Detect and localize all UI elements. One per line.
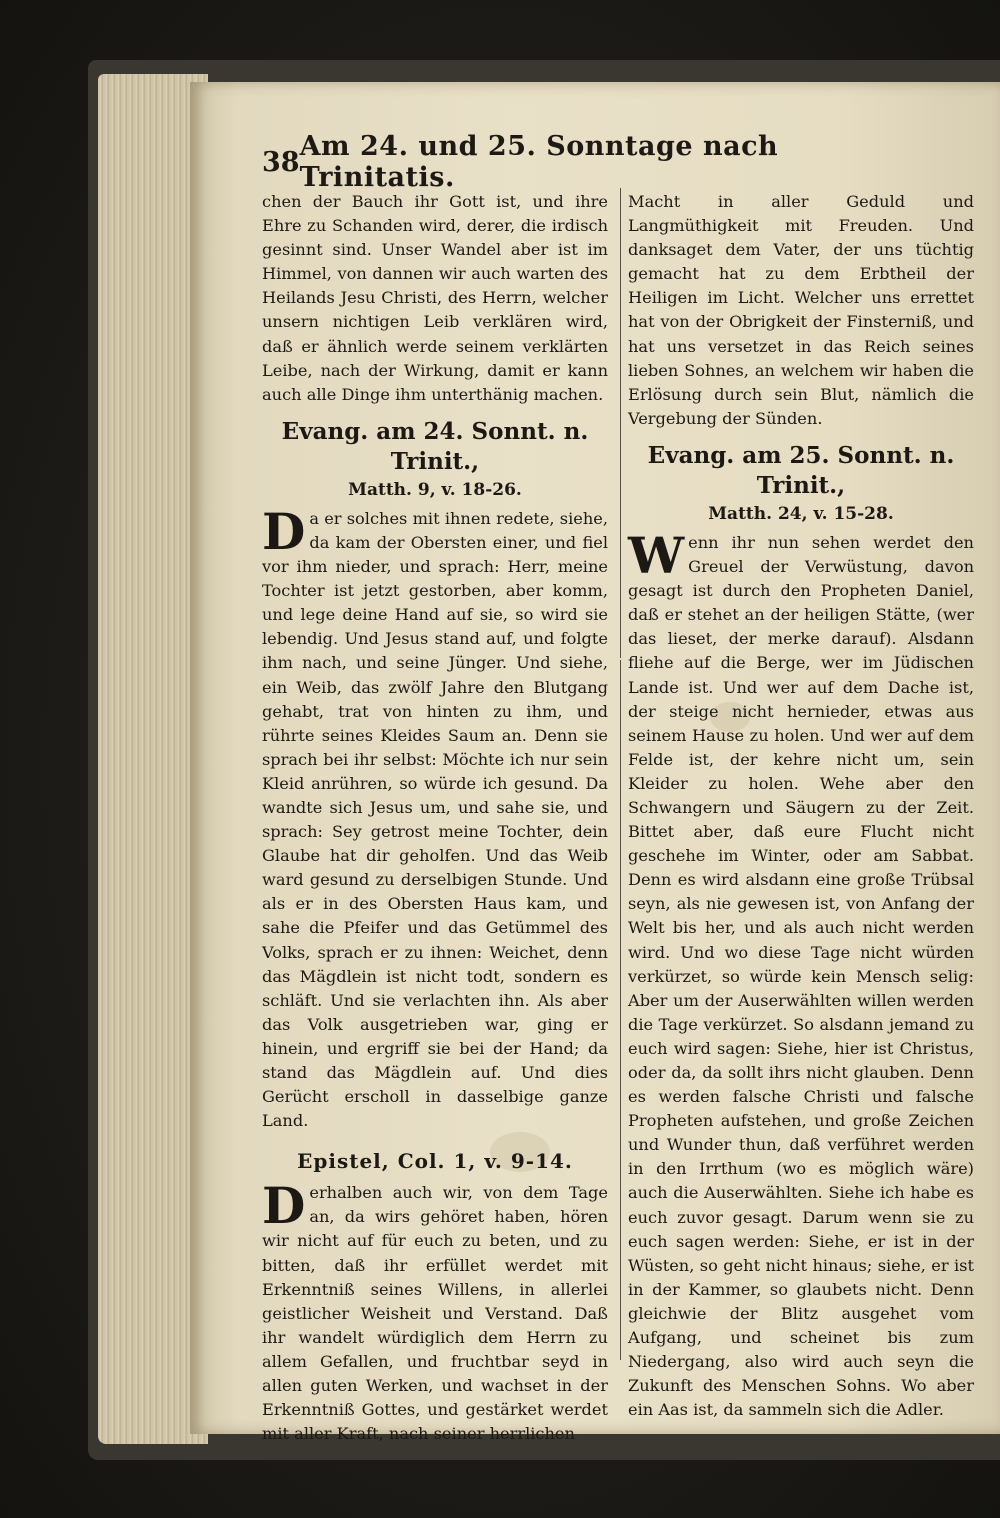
gospel-reference-25: Matth. 24, v. 15-28. bbox=[708, 503, 894, 524]
left-opening-text: chen der Bauch ihr Gott ist, und ihre Ehre zu Schanden wird, derer, die irdisch gesinnt sind. Unser Wandel aber ist im Himmel, von dannen wir auch warten des Heilands Jesu Christi, des Herrn, welcher unsern nichtigen Leib verklären wird, daß er ähnlich werde seinem verklärten Leibe, nach der Wirkung, damit er kann auch alle Dinge ihm unterthänig machen. bbox=[262, 192, 608, 404]
drop-cap: D bbox=[262, 1176, 306, 1236]
running-head bbox=[262, 131, 862, 193]
drop-cap: D bbox=[262, 501, 306, 561]
gospel-text-25 bbox=[628, 525, 974, 1422]
gospel-heading-24: Evang. am 24. Sonnt. n. Trinit., bbox=[281, 417, 589, 475]
column-divider bbox=[620, 660, 621, 1360]
column-divider bbox=[620, 188, 621, 658]
epistle-body: erhalben auch wir, von dem Tage an, da wirs gehöret haben, hören wir nicht auf für euch zu beten, und zu bitten, daß ihr erfüllet werdet mit Erkenntniß seines Willens, in allerlei geistlicher Weisheit und Verstand. Daß ihr wandelt würdiglich dem Herrn zu allem Gefallen, und fruchtbar seyd in allen guten Werken, und wachset in der Erkenntniß Gottes, und gestärket werdet mit aller Kraft, nach seiner herrlichen bbox=[262, 1183, 608, 1444]
right-opening-text: Macht in aller Geduld und Langmüthigkeit mit Freuden. Und danksaget dem Vater, der uns tüchtig gemacht hat zu dem Erbtheil der Heiligen im Licht. Welcher uns errettet hat von der Obrigkeit der Finsterniß, und hat uns versetzet in das Reich seines lieben Sohnes, an welchem wir haben die Erlösung durch sein Blut, nämlich die Vergebung der Sünden. bbox=[628, 192, 974, 428]
right-column bbox=[628, 190, 974, 1422]
left-column bbox=[262, 190, 608, 1446]
gospel-body-24: a er solches mit ihnen redete, siehe, da kam der Obersten einer, und fiel vor ihm nieder, und sprach: Herr, meine Tochter ist jetzt gestorben, aber komm, und lege deine Hand auf sie, so wird sie lebendig. Und Jesus stand auf, und folgte ihm nach, und seine Jünger. Und siehe, ein Weib, das zwölf Jahre den Blutgang gehabt, trat von hinten zu ihm, und rührte seines Kleides Saum an. Denn sie sprach bei ihr selbst: Möchte ich nur sein Kleid anrühren, so würde ich gesund. Da wandte sich Jesus um, und sahe sie, und sprach: Sey getrost meine Tochter, dein Glaube hat dir geholfen. Und das Weib ward gesund zu derselbigen Stunde. Und als er in des Obersten Haus kam, und sahe die Pfeifer und das Getümmel des Volks, sprach er zu ihnen: Weichet, denn das Mägdlein ist nicht todt, sondern es schläft. Und sie verlachten ihn. Als aber das Volk ausgetrieben war, ging er hinein, und ergriff sie bei der Hand; da stand das Mägdlein auf. Und dies Gerücht erscholl in dasselbige ganze Land. bbox=[262, 508, 608, 1131]
gospel-reference-24: Matth. 9, v. 18-26. bbox=[348, 479, 522, 500]
gospel-body-25: enn ihr nun sehen werdet den Greuel der Verwüstung, davon gesagt ist durch den Propheten Daniel, daß er stehet an der heiligen Stätte, (wer das lieset, der merke darauf). Alsdann fliehe auf die Berge, wer im Jüdischen Lande ist. Und wer auf dem Dache ist, der steige nicht hernieder, etwas aus seinem Hause zu holen. Und wer auf dem Felde ist, der kehre nicht um, sein Kleider zu holen. Wehe aber den Schwangern und Säugern zu der Zeit. Bittet aber, daß eure Flucht nicht geschehe im Winter, oder am Sabbat. Denn es wird alsdann eine große Trübsal seyn, als nie gewesen ist, von Anfang der Welt bis her, und als auch nicht werden wird. Und wo diese Tage nicht würden verkürzet, so würde kein Mensch selig: Aber um der Auserwählten willen werden die Tage verkürzet. So alsdann jemand zu euch wird sagen: Siehe, hier ist Christus, oder da, da sollt ihrs nicht glauben. Denn es werden falsche Christi und falsche Propheten aufstehen, und große Zeichen und Wunder thun, daß verführet werden in den Irrthum (wo es möglich wäre) auch die Auserwählten. Siehe ich habe es euch zuvor gesagt. Darum wenn sie zu euch sagen werden: Siehe, er ist in der Wüsten, so geht nicht hinaus; siehe, er ist in der Kammer, so glaubets nicht. Denn gleichwie der Blitz ausgehet vom Aufgang, und scheinet bis zum Niedergang, also wird auch seyn die Zukunft des Menschen Sohns. Wo aber ein Aas ist, da sammeln sich die Adler. bbox=[628, 532, 974, 1420]
epistle-text bbox=[262, 1176, 608, 1446]
gospel-heading-25: Evang. am 25. Sonnt. n. Trinit., bbox=[647, 441, 955, 499]
gospel-text-24 bbox=[262, 501, 608, 1133]
epistle-heading: Epistel, Col. 1, v. 9-14. bbox=[297, 1149, 573, 1174]
page-title: Am 24. und 25. Sonntage nach Trinitatis. bbox=[299, 131, 779, 193]
drop-cap: W bbox=[628, 525, 685, 585]
page-number: 38 bbox=[262, 146, 300, 178]
